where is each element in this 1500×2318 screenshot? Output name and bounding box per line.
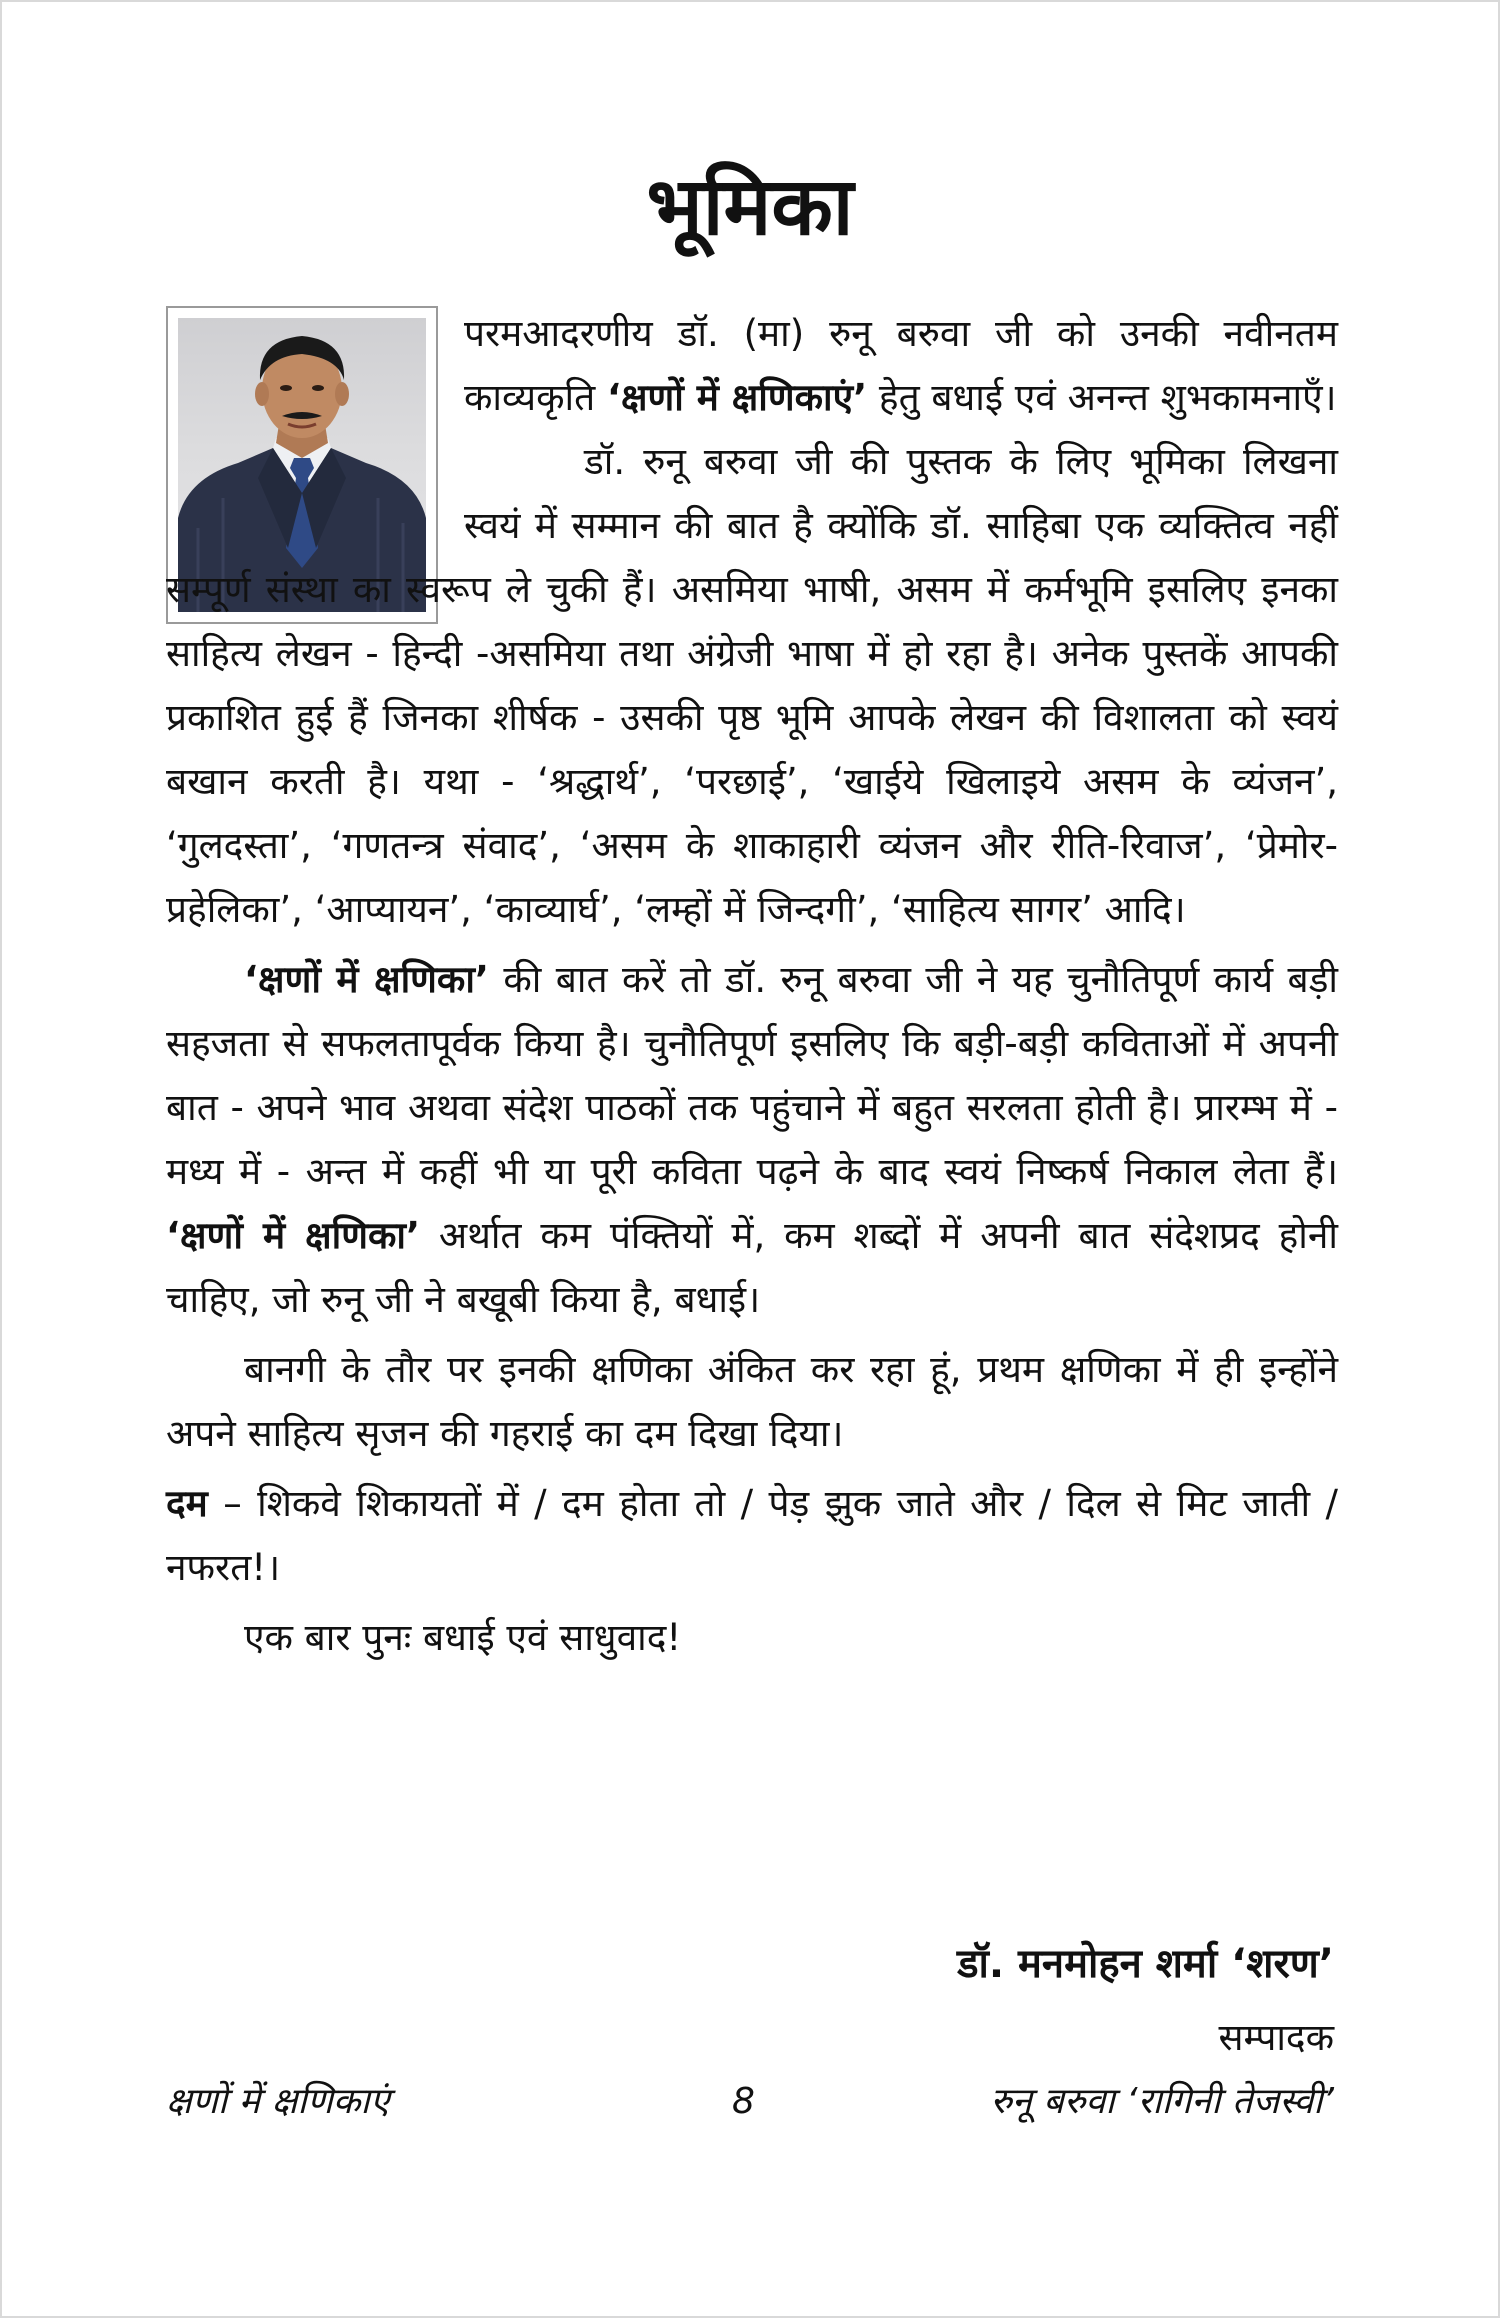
paragraph-2-text: डॉ. रुनू बरुवा जी की पुस्तक के लिए भूमिका लिखना स्वयं में सम्मान की बात है क्योंकि डॉ. साहिबा एक व्यक्तित्व नहीं सम्पूर्ण संस्था का स्वरूप ले चुकी हैं। असमिया भाषी, असम में कर्मभूमि इसलिए इनका साहित्य लेखन - हिन्दी -असमिया तथा अंग्रेजी भाषा में हो रहा है। अनेक पुस्तकें आपकी प्रकाशित हुई हैं जिनका शीर्षक - उसकी पृष्ठ भूमि आपके लेखन की विशालता को स्वयं बखान करती है। यथा - ‘श्रद्धार्थ’, ‘परछाई’, ‘खाईये खिलाइये असम के व्यंजन’, ‘गुलदस्ता’, ‘गणतन्त्र संवाद’, ‘असम के शाकाहारी व्यंजन और रीति-रिवाज’, ‘प्रेमोर-प्रहेलिका’, ‘आप्यायन’, ‘काव्यार्घ’, ‘लम्हों में जिन्दगी’, ‘साहित्य सागर’ आदि।	[166, 440, 1338, 931]
paragraph-3-text-a: की बात करें तो डॉ. रुनू बरुवा जी ने यह चुनौतिपूर्ण कार्य बड़ी सहजता से सफलतापूर्वक किया है। चुनौतिपूर्ण इसलिए कि बड़ी-बड़ी कविताओं में अपनी बात - अपने भाव अथवा संदेश पाठकों तक पहुंचाने में बहुत सरलता होती है। प्रारम्भ में - मध्य में - अन्त में कहीं भी या पूरी कविता पढ़ने के बाद स्वयं निष्कर्ष निकाल लेता हैं।	[166, 958, 1338, 1193]
paragraph-3	[166, 948, 1338, 1332]
footer-page-number: 8	[732, 2081, 755, 2122]
paragraph-3-bold-start: ‘क्षणों में क्षणिका’	[244, 958, 489, 1001]
paragraph-3-bold-mid: ‘क्षणों में क्षणिका’	[166, 1214, 421, 1257]
poem-label: दम	[166, 1482, 208, 1525]
intro-text-b: हेतु बधाई एवं अनन्त शुभकामनाएँ।	[867, 376, 1337, 419]
poem-paragraph	[166, 1472, 1338, 1600]
paragraph-4: बानगी के तौर पर इनकी क्षणिका अंकित कर रहा हूं, प्रथम क्षणिका में ही इन्होंने अपने साहित्य सृजन की गहराई का दम दिखा दिया।	[166, 1348, 1338, 1455]
closing-line: एक बार पुनः बधाई एवं साधुवाद!	[244, 1616, 682, 1659]
signature-role: सम्पादक	[1218, 2016, 1334, 2059]
footer-book-title: क्षणों में क्षणिकाएं	[166, 2081, 390, 2122]
page-title: भूमिका	[646, 160, 854, 253]
paragraph-3-text-b: अर्थात कम पंक्तियों में, कम शब्दों में अपनी बात संदेशप्रद होनी चाहिए, जो रुनू जी ने बखूबी किया है, बधाई।	[166, 1214, 1338, 1321]
book-title-bold: ‘क्षणों में क्षणिकाएं’	[606, 376, 868, 419]
intro-paragraph	[166, 302, 1338, 430]
poem-text: – शिकवे शिकायतों में / दम होता तो / पेड़ झुक जाते और / दिल से मिट जाती / नफरत!।	[166, 1482, 1338, 1589]
footer-author: रुनू बरुवा ‘रागिनी तेजस्वी’	[990, 2081, 1334, 2122]
body-text	[166, 302, 1338, 1670]
signature-name: डॉ. मनमोहन शर्मा ‘शरण’	[957, 1941, 1334, 1987]
paragraph-2	[166, 430, 1338, 942]
intro-text-a: परमआदरणीय डॉ. (मा) रुनू बरुवा जी को उनकी नवीनतम काव्यकृति	[464, 312, 1338, 419]
